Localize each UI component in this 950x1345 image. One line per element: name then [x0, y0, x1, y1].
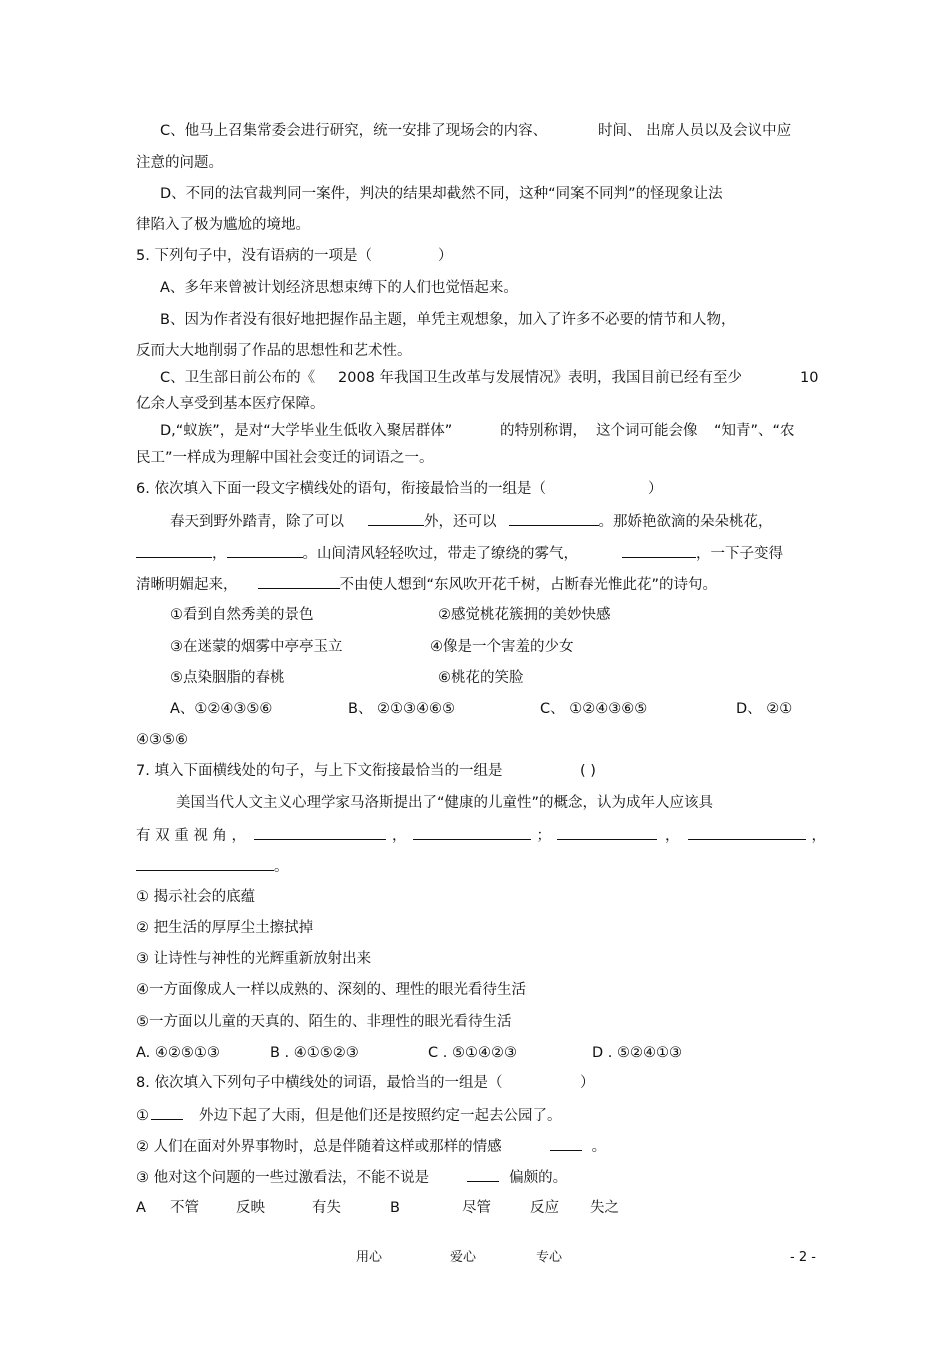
q8-sentence-2: ② 人们在面对外界事物时，总是伴随着这样或那样的情感 。: [136, 1136, 606, 1157]
q7-item-1: ① 揭示社会的底蕴: [136, 889, 256, 905]
q5-option-d-part1: D,“蚁族”，是对“大学毕业生低收入聚居群体”: [160, 423, 453, 439]
q7-option-b: B . ④①⑤②③: [270, 1045, 359, 1061]
footer-word-1: 用心: [356, 1250, 383, 1265]
q4-option-d-line1: D、不同的法官裁判同一案件，判决的结果却截然不同，这种“同案不同判”的怪现象让法: [160, 186, 723, 202]
q5-option-c-part2: 2008 年我国卫生改革与发展情况》表明，我国目前已经有至少: [338, 370, 743, 386]
q6-option-a: A、①②④③⑤⑥: [170, 701, 273, 717]
q6-item-4: ④像是一个害羞的少女: [430, 639, 574, 655]
q6-option-c: C、 ①②④③⑥⑤: [540, 701, 648, 717]
q6-option-b: B、 ②①③④⑥⑤: [348, 701, 456, 717]
q7-option-d: D . ⑤②④①③: [592, 1045, 682, 1061]
blank-line: [254, 825, 386, 840]
q5-option-b-line2: 反而大大地削弱了作品的思想性和艺术性。: [136, 343, 412, 359]
q5-option-c-part1: C、卫生部日前公布的《: [160, 370, 316, 386]
q6-item-3: ③在迷蒙的烟雾中亭亭玉立: [170, 639, 343, 655]
q5-option-d-part3: 这个词可能会像: [596, 423, 698, 439]
q6-passage-line2: ， 。山间清风轻轻吹过，带走了缭绕的雾气， ，一下子变得: [136, 543, 783, 564]
q6-option-d: D、 ②①: [736, 701, 793, 717]
q6-item-2: ②感觉桃花簇拥的美妙快感: [438, 607, 611, 623]
blank-line: [688, 825, 806, 840]
q5-option-d-line2: 民工”一样成为理解中国社会变迁的词语之一。: [136, 450, 434, 466]
blank-line: [413, 825, 531, 840]
page-number: - 2 -: [790, 1250, 816, 1265]
blank-line: [509, 511, 599, 526]
blank-line: [557, 825, 657, 840]
q4-option-c-line1-cont: 时间、 出席人员以及会议中应: [598, 123, 792, 139]
q7-passage-line1: 美国当代人文主义心理学家马洛斯提出了“健康的儿童性”的概念，认为成年人应该具: [176, 795, 714, 811]
q6-stem-paren: ）: [648, 481, 663, 497]
footer-word-2: 爱心: [450, 1250, 477, 1265]
q7-option-a: A. ④②⑤①③: [136, 1045, 220, 1061]
blank-line: [136, 856, 274, 871]
q8-option-b-letter: B: [390, 1200, 400, 1216]
blank-line: [550, 1136, 582, 1151]
q7-item-3: ③ 让诗性与神性的光辉重新放射出来: [136, 951, 372, 967]
blank-line: [368, 511, 424, 526]
blank-line: [258, 574, 340, 589]
q6-passage-line1: 春天到野外踏青，除了可以 外，还可以 。那娇艳欲滴的朵朵桃花，: [170, 511, 773, 532]
blank-line: [467, 1167, 499, 1182]
q8-option-b-word1: 尽管: [462, 1200, 491, 1216]
q7-option-c: C . ⑤①④②③: [428, 1045, 517, 1061]
q8-option-a-word1: 不管: [170, 1200, 199, 1216]
q7-item-5: ⑤一方面以儿童的天真的、陌生的、非理性的眼光看待生活: [136, 1014, 512, 1030]
q8-sentence-1: ① 外边下起了大雨，但是他们还是按照约定一起去公园了。: [136, 1105, 562, 1126]
q7-passage-line2: 有 双 重 视 角 ， ， ； ， ，: [136, 825, 826, 846]
q5-option-d-part2: 的特别称谓，: [500, 423, 587, 439]
q8-option-a-letter: A: [136, 1200, 146, 1216]
blank-line: [227, 543, 303, 558]
q8-stem-paren: ）: [580, 1075, 595, 1091]
q5-stem: 5. 下列句子中，没有语病的一项是（: [136, 248, 372, 264]
q7-stem: 7. 填入下面横线处的句子，与上下文衔接最恰当的一组是: [136, 763, 503, 779]
q4-option-d-line2: 律陷入了极为尴尬的境地。: [136, 217, 310, 233]
q6-stem: 6. 依次填入下面一段文字横线处的语句，衔接最恰当的一组是（: [136, 481, 546, 497]
q5-option-c-number: 10: [800, 370, 819, 386]
q4-option-c-line2: 注意的问题。: [136, 155, 223, 171]
q6-item-5: ⑤点染胭脂的春桃: [170, 670, 285, 686]
q6-option-d-cont: ④③⑤⑥: [136, 732, 188, 748]
q8-option-a-word2: 反映: [236, 1200, 265, 1216]
q6-item-6: ⑥桃花的笑脸: [438, 670, 524, 686]
q8-option-b-word2: 反应: [530, 1200, 559, 1216]
q8-option-b-word3: 失之: [590, 1200, 619, 1216]
footer-word-3: 专心: [536, 1250, 563, 1265]
blank-line: [151, 1105, 183, 1120]
q7-item-2: ② 把生活的厚厚尘土擦拭掉: [136, 920, 314, 936]
q7-item-4: ④一方面像成人一样以成熟的、深刻的、理性的眼光看待生活: [136, 982, 526, 998]
q7-stem-paren: ( ): [580, 763, 596, 779]
q5-option-d-part4: “知青”、“农: [714, 423, 795, 439]
q8-sentence-3: ③ 他对这个问题的一些过激看法，不能不说是 偏颇的。: [136, 1167, 567, 1188]
blank-line: [622, 543, 696, 558]
q5-option-c-line2: 亿余人享受到基本医疗保障。: [136, 396, 325, 412]
q5-option-b-line1: B、因为作者没有很好地把握作品主题，单凭主观想象，加入了许多不必要的情节和人物，: [160, 312, 736, 328]
q6-passage-line3: 清晰明媚起来， 不由使人想到“东风吹开花千树，占断春光惟此花”的诗句。: [136, 574, 717, 595]
q5-stem-paren: ）: [438, 248, 453, 264]
q7-passage-line3: 。: [136, 856, 289, 877]
q4-option-c-line1: C、他马上召集常委会进行研究，统一安排了现场会的内容、: [160, 123, 548, 139]
q6-item-1: ①看到自然秀美的景色: [170, 607, 314, 623]
q8-stem: 8. 依次填入下列句子中横线处的词语，最恰当的一组是（: [136, 1075, 503, 1091]
q8-option-a-word3: 有失: [312, 1200, 341, 1216]
q5-option-a: A、多年来曾被计划经济思想束缚下的人们也觉悟起来。: [160, 280, 518, 296]
blank-line: [136, 543, 212, 558]
